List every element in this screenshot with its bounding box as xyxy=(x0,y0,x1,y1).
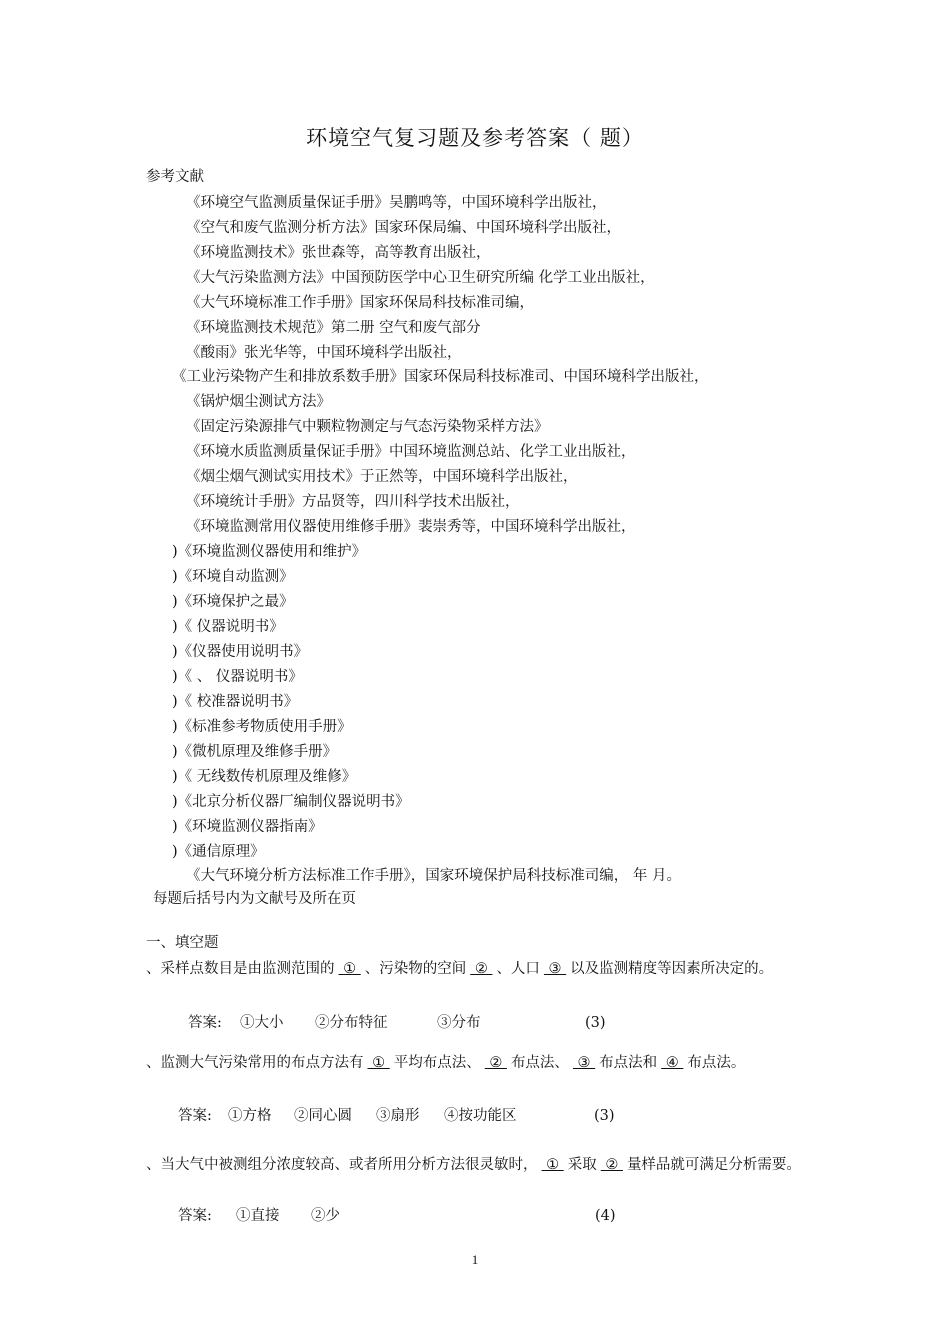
answer-blank: ① xyxy=(541,1157,564,1173)
question-text: 布点法。 xyxy=(687,1055,746,1071)
answer-value: ②少 xyxy=(311,1208,340,1224)
reference-item: 《锅炉烟尘测试方法》 xyxy=(186,394,331,410)
answer-label: 答案: xyxy=(188,1015,222,1031)
answer-blank: ④ xyxy=(661,1055,684,1071)
reference-number: (4) xyxy=(595,1208,616,1224)
reference-item: 《烟尘烟气测试实用技术》于正然等，中国环境科学出版社， xyxy=(186,469,578,485)
answer-value: ②同心圆 xyxy=(294,1108,352,1124)
reference-item: 《环境空气监测质量保证手册》吴鹏鸣等，中国环境科学出版社， xyxy=(186,195,607,211)
reference-number: (3) xyxy=(594,1108,615,1124)
reference-item: )《标准参考物质使用手册》 xyxy=(172,719,352,735)
reference-item: )《环境监测仪器使用和维护》 xyxy=(172,544,367,560)
answer-blank: ① xyxy=(338,961,361,977)
section-heading: 一、填空题 xyxy=(146,935,219,951)
answer-value: ①方格 xyxy=(228,1108,272,1124)
reference-item: )《北京分析仪器厂编制仪器说明书》 xyxy=(172,794,410,810)
reference-item: )《微机原理及维修手册》 xyxy=(172,744,338,760)
question-3 xyxy=(146,1152,810,1178)
reference-item: 《固定污染源排气中颗粒物测定与气态污染物采样方法》 xyxy=(186,419,549,435)
reference-item: 《工业污染物产生和排放系数手册》国家环保局科技标准司、中国环境科学出版社， xyxy=(172,369,709,385)
question-text: 、人口 xyxy=(496,961,540,977)
question-text: 布点法和 xyxy=(599,1055,658,1071)
question-text: 量样品就可满足分析需要。 xyxy=(626,1157,801,1173)
reference-item: )《环境监测仪器指南》 xyxy=(172,819,323,835)
reference-number: (3) xyxy=(585,1015,606,1031)
question-text: 采取 xyxy=(567,1157,597,1173)
question-text: 布点法、 xyxy=(510,1055,569,1071)
reference-item: 《大气污染监测方法》中国预防医学中心卫生研究所编 化学工业出版社， xyxy=(186,270,655,286)
answer-value: ④按功能区 xyxy=(444,1108,517,1124)
reference-item: )《 无线数传机原理及维修》 xyxy=(172,769,357,785)
reference-item: 《大气环境分析方法标准工作手册》，国家环境保护局科技标准司编， 年 月。 xyxy=(186,868,681,884)
reference-item: 《环境监测技术》张世森等，高等教育出版社， xyxy=(186,245,491,261)
references-heading: 参考文献 xyxy=(146,169,204,185)
question-2 xyxy=(146,1050,810,1076)
answer-label: 答案: xyxy=(178,1108,212,1124)
reference-item: 《环境监测技术规范》第二册 空气和废气部分 xyxy=(186,320,481,336)
question-text: 、污染物的空间 xyxy=(364,961,467,977)
reference-item: 《环境水质监测质量保证手册》中国环境监测总站、化学工业出版社， xyxy=(186,444,636,460)
reference-item: 《空气和废气监测分析方法》国家环保局编、中国环境科学出版社， xyxy=(186,220,621,236)
question-text: 平均布点法、 xyxy=(393,1055,481,1071)
reference-item: )《仪器使用说明书》 xyxy=(172,644,309,660)
answer-value: ①直接 xyxy=(236,1208,280,1224)
reference-item: 《环境统计手册》方品贤等，四川科学技术出版社， xyxy=(186,494,520,510)
reference-item: )《 、 仪器说明书》 xyxy=(172,669,303,685)
answer-blank: ② xyxy=(484,1055,507,1071)
reference-item: 《大气环境标准工作手册》国家环保局科技标准司编， xyxy=(186,295,534,311)
answer-line-1 xyxy=(188,1011,606,1032)
reference-item: )《环境自动监测》 xyxy=(172,569,294,585)
question-text: 、当大气中被测组分浓度较高、或者所用分析方法很灵敏时， xyxy=(146,1157,538,1173)
answer-blank: ③ xyxy=(543,961,567,977)
question-text: 、采样点数目是由监测范围的 xyxy=(146,961,335,977)
answer-blank: ③ xyxy=(572,1055,596,1071)
question-text: 、监测大气污染常用的布点方法有 xyxy=(146,1055,364,1071)
question-text: 以及监测精度等因素所决定的。 xyxy=(570,961,774,977)
answer-label: 答案: xyxy=(178,1208,212,1224)
answer-value: ②分布特征 xyxy=(315,1015,388,1031)
reference-item: 《环境监测常用仪器使用维修手册》裴崇秀等，中国环境科学出版社， xyxy=(186,519,636,535)
answer-line-3 xyxy=(178,1204,616,1225)
answer-blank: ① xyxy=(367,1055,390,1071)
reference-item: )《 校准器说明书》 xyxy=(172,694,299,710)
reference-item: )《环境保护之最》 xyxy=(172,594,294,610)
answer-line-2 xyxy=(178,1104,615,1125)
reference-item: )《通信原理》 xyxy=(172,844,265,860)
answer-value: ①大小 xyxy=(240,1015,284,1031)
answer-value: ③分布 xyxy=(437,1015,481,1031)
answer-blank: ② xyxy=(600,1157,623,1173)
answer-blank: ② xyxy=(470,961,493,977)
references-note: 每题后括号内为文献号及所在页 xyxy=(153,891,356,907)
answer-value: ③扇形 xyxy=(376,1108,420,1124)
reference-item: )《 仪器说明书》 xyxy=(172,619,284,635)
reference-item: 《酸雨》张光华等，中国环境科学出版社， xyxy=(186,345,462,361)
document-title: 环境空气复习题及参考答案（ 题） xyxy=(306,126,644,150)
question-1 xyxy=(146,956,810,982)
page-number: 1 xyxy=(471,1252,479,1267)
